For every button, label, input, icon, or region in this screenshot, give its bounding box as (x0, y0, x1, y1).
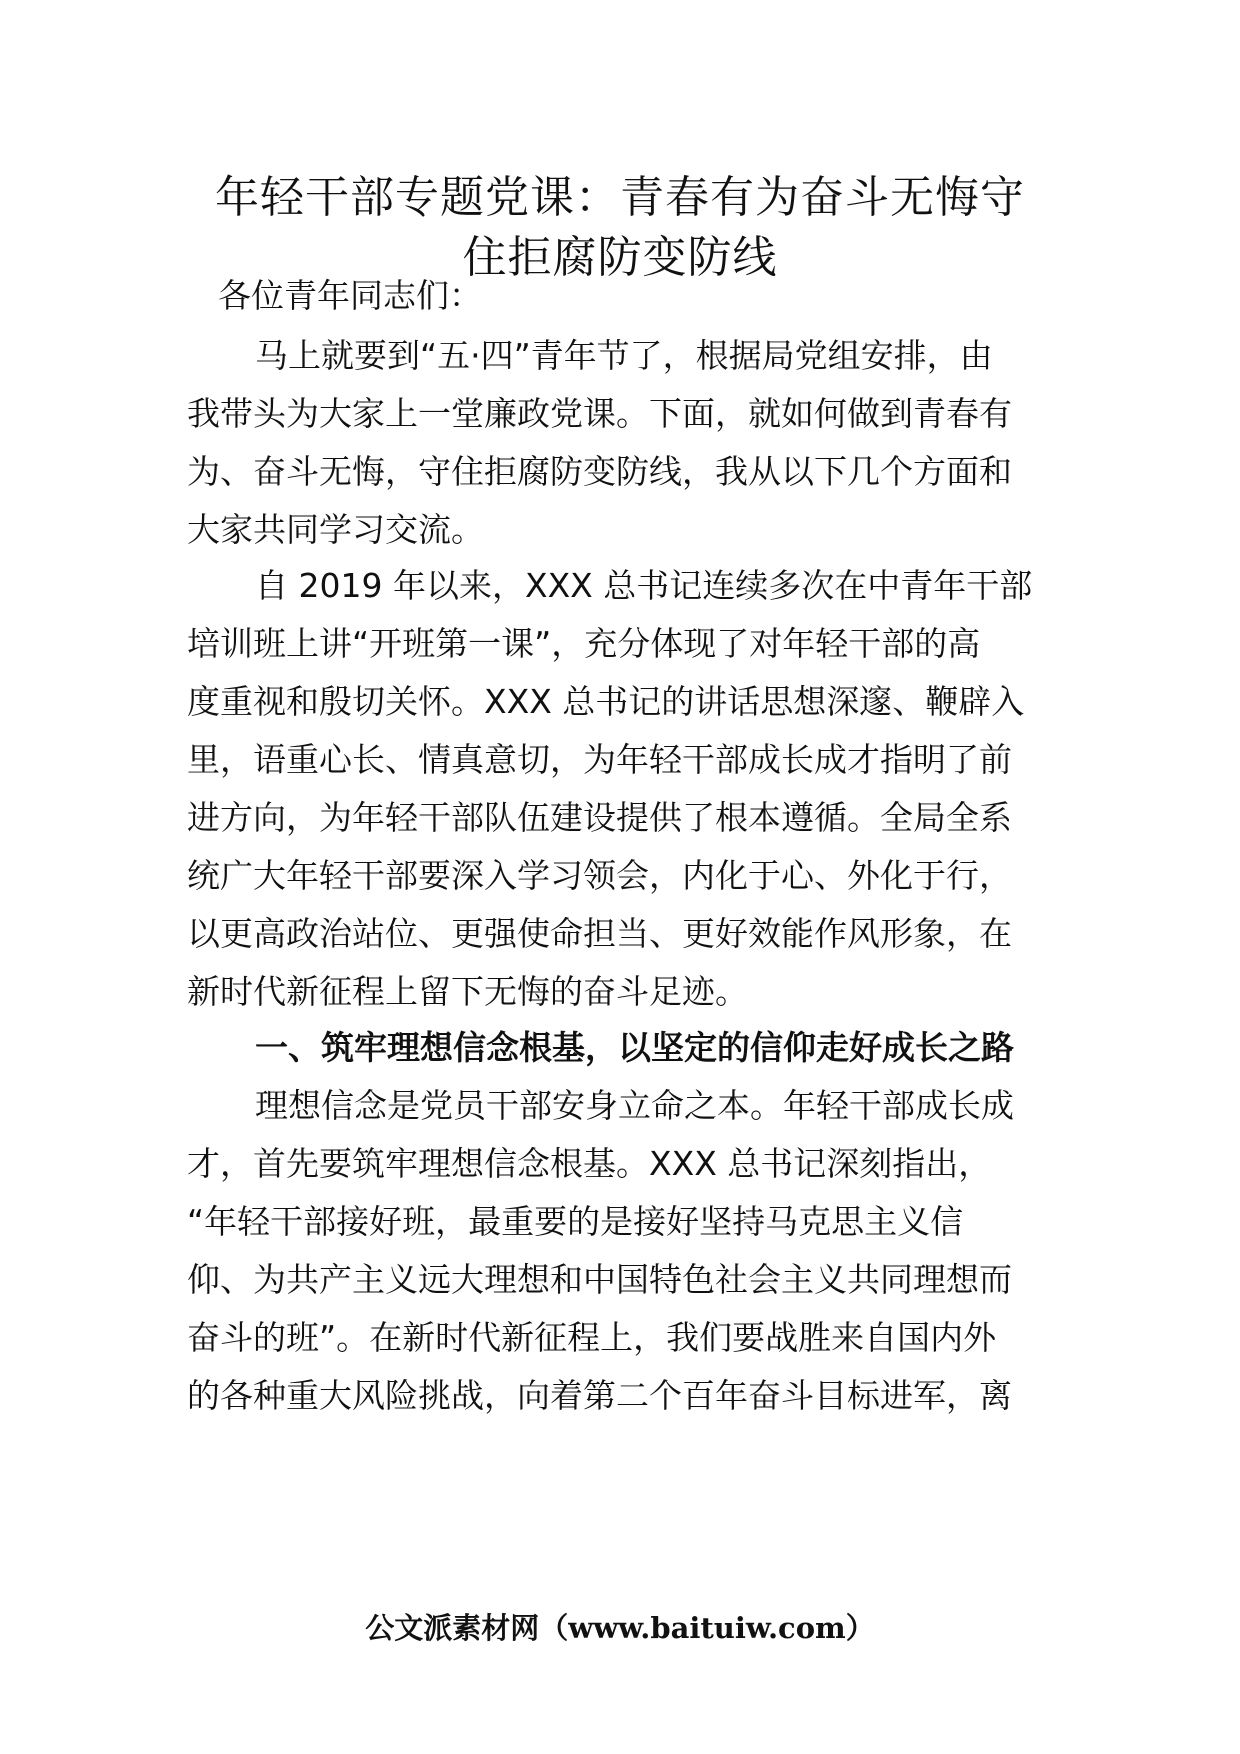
title-line-2: 住拒腐防变防线 (462, 232, 778, 283)
title-line-1: 年轻干部专题党课：青春有为奋斗无悔守 (215, 172, 1025, 223)
paragraph-2-line-6: 统广大年轻干部要深入学习领会，内化于心、外化于行， (187, 856, 1012, 895)
section-paragraph-line-5: 奋斗的班”。在新时代新征程上，我们要战胜来自国内外 (187, 1318, 997, 1357)
section-heading: 一、筑牢理想信念根基，以坚定的信仰走好成长之路 (255, 1028, 1014, 1067)
document-title (150, 168, 1090, 288)
section-paragraph-line-2: 才，首先要筑牢理想信念根基。XXX 总书记深刻指出， (187, 1144, 992, 1183)
paragraph-1-line-3: 为、奋斗无悔，守住拒腐防变防线，我从以下几个方面和 (187, 452, 1012, 491)
greeting: 各位青年同志们： (218, 276, 482, 315)
paragraph-2-line-7: 以更高政治站位、更强使命担当、更好效能作风形象，在 (187, 914, 1012, 953)
footer-watermark: 公文派素材网（www.baituiw.com） (365, 1611, 875, 1645)
paragraph-2-line-8: 新时代新征程上留下无悔的奋斗足迹。 (187, 972, 748, 1011)
section-paragraph-line-3: “年轻干部接好班，最重要的是接好坚持马克思主义信 (187, 1202, 964, 1241)
section-paragraph-line-1: 理想信念是党员干部安身立命之本。年轻干部成长成 (255, 1086, 1014, 1125)
paragraph-2-line-3: 度重视和殷切关怀。XXX 总书记的讲话思想深邃、鞭辟入 (187, 682, 1025, 721)
paragraph-1-line-1: 马上就要到“五·四”青年节了，根据局党组安排，由 (255, 336, 993, 375)
paragraph-1-line-4: 大家共同学习交流。 (187, 510, 484, 549)
section-paragraph-line-6: 的各种重大风险挑战，向着第二个百年奋斗目标进军，离 (187, 1376, 1012, 1415)
paragraph-2-line-4: 里，语重心长、情真意切，为年轻干部成长成才指明了前 (187, 740, 1012, 779)
section-paragraph-line-4: 仰、为共产主义远大理想和中国特色社会主义共同理想而 (187, 1260, 1012, 1299)
paragraph-2-line-2: 培训班上讲“开班第一课”，充分体现了对年轻干部的高 (187, 624, 981, 663)
paragraph-2-line-5: 进方向，为年轻干部队伍建设提供了根本遵循。全局全系 (187, 798, 1012, 837)
paragraph-1-line-2: 我带头为大家上一堂廉政党课。下面，就如何做到青春有 (187, 394, 1012, 433)
paragraph-2-line-1: 自 2019 年以来，XXX 总书记连续多次在中青年干部 (255, 566, 1033, 605)
